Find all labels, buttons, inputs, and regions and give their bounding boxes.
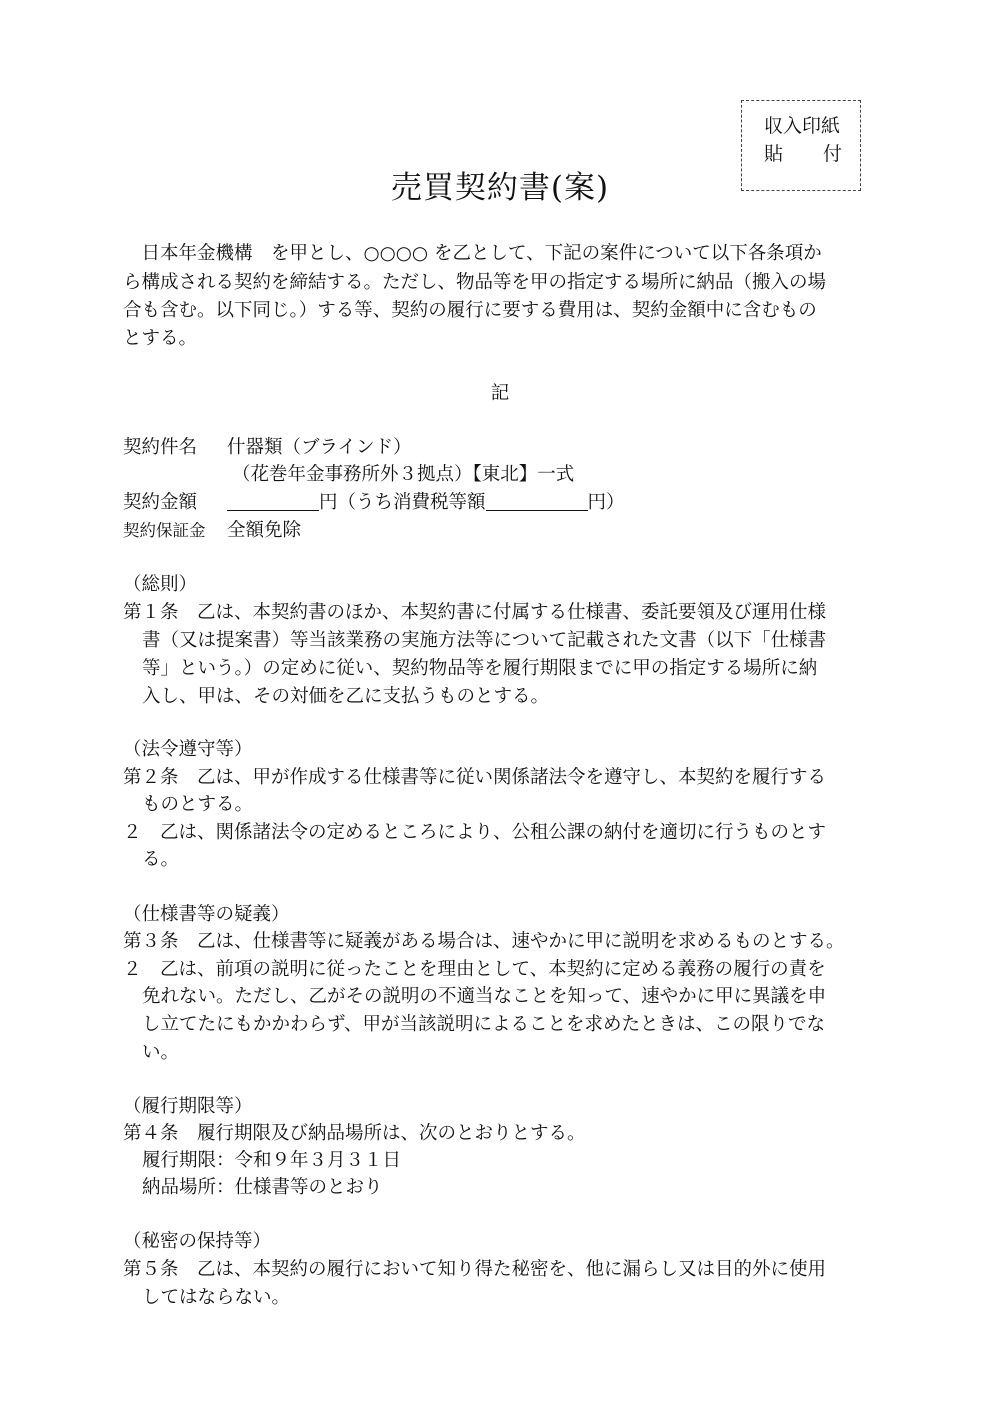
article-line: ２ 乙は、前項の説明に従ったことを理由として、本契約に定める義務の履行の責を bbox=[123, 959, 826, 980]
preamble-line: 合も含む。以下同じ。）する等、契約の履行に要する費用は、契約金額中に含むもの bbox=[123, 300, 817, 321]
stamp-affix-char-2: 付 bbox=[822, 143, 842, 165]
contract-amount-row bbox=[123, 490, 625, 516]
article-line: 等」という。）の定めに従い、契約物品等を履行期限までに甲の指定する場所に納 bbox=[142, 658, 818, 679]
article-heading: （法令遵守等） bbox=[123, 739, 253, 760]
preamble-line: ら構成される契約を締結する。ただし、物品等を甲の指定する場所に納品（搬入の場 bbox=[123, 272, 827, 293]
preamble-line: とする。 bbox=[123, 328, 198, 349]
article-line: 第１条 乙は、本契約書のほか、本契約書に付属する仕様書、委託要領及び運用仕様 bbox=[123, 602, 827, 623]
contract-amount-label: 契約金額 bbox=[123, 492, 198, 513]
article-line: し立てたにもかかわらず、甲が当該説明によることを求めたときは、この限りでな bbox=[142, 1014, 826, 1035]
article-line: 第３条 乙は、仕様書等に疑義がある場合は、速やかに甲に説明を求めるものとする。 bbox=[123, 931, 845, 952]
article-line: 履行期限：令和９年３月３１日 bbox=[142, 1150, 402, 1171]
amount-yen-text: 円（うち消費税等額 bbox=[319, 492, 486, 513]
stamp-affix-label bbox=[764, 139, 842, 169]
ki-heading: 記 bbox=[490, 383, 510, 404]
article-line: 納品場所：仕様書等のとおり bbox=[142, 1177, 383, 1198]
contract-name-value-2: （花巻年金事務所外３拠点）【東北】一式 bbox=[232, 464, 575, 485]
article-line: る。 bbox=[142, 849, 180, 870]
contract-name-value: 什器類（ブラインド） bbox=[227, 437, 412, 458]
contract-name-row bbox=[123, 435, 411, 461]
contract-name-label: 契約件名 bbox=[123, 437, 198, 458]
article-line: い。 bbox=[142, 1042, 180, 1063]
article-line: 書（又は提案書）等当該業務の実施方法等について記載された文書（以下「仕様書 bbox=[142, 630, 827, 651]
preamble-line: 日本年金機構 を甲とし、○○○○ を乙として、下記の案件について以下各条項か bbox=[123, 243, 822, 264]
article-line: 第２条 乙は、甲が作成する仕様書等に従い関係諸法令を遵守し、本契約を履行する bbox=[123, 767, 827, 788]
tax-amount-blank bbox=[486, 490, 588, 511]
article-heading: （秘密の保持等） bbox=[123, 1231, 272, 1252]
article-heading: （仕様書等の疑義） bbox=[123, 904, 290, 925]
article-line: ものとする。 bbox=[142, 794, 254, 815]
stamp-affix-char-1: 貼 bbox=[764, 143, 784, 165]
article-line: してはならない。 bbox=[142, 1287, 291, 1308]
stamp-label: 収入印紙 bbox=[764, 115, 841, 137]
amount-yen-end: 円） bbox=[587, 492, 625, 513]
article-line: 免れない。ただし、乙がその説明の不適当なことを知って、速やかに甲に異議を申 bbox=[142, 986, 827, 1007]
article-line: 第４条 履行期限及び納品場所は、次のとおりとする。 bbox=[123, 1123, 586, 1144]
article-heading: （総則） bbox=[123, 574, 198, 595]
contract-deposit-value: 全額免除 bbox=[227, 520, 302, 541]
article-line: 第５条 乙は、本契約の履行において知り得た秘密を、他に漏らし又は目的外に使用 bbox=[123, 1259, 827, 1280]
article-line: ２ 乙は、関係諸法令の定めるところにより、公租公課の納付を適切に行うものとす bbox=[123, 822, 827, 843]
contract-deposit-label: 契約保証金 bbox=[123, 521, 206, 540]
article-line: 入し、甲は、その対価を乙に支払うものとする。 bbox=[142, 686, 550, 707]
document-title: 売買契約書(案) bbox=[390, 170, 610, 206]
article-heading: （履行期限等） bbox=[123, 1096, 253, 1117]
contract-deposit-row bbox=[123, 518, 301, 544]
amount-blank bbox=[227, 490, 319, 511]
